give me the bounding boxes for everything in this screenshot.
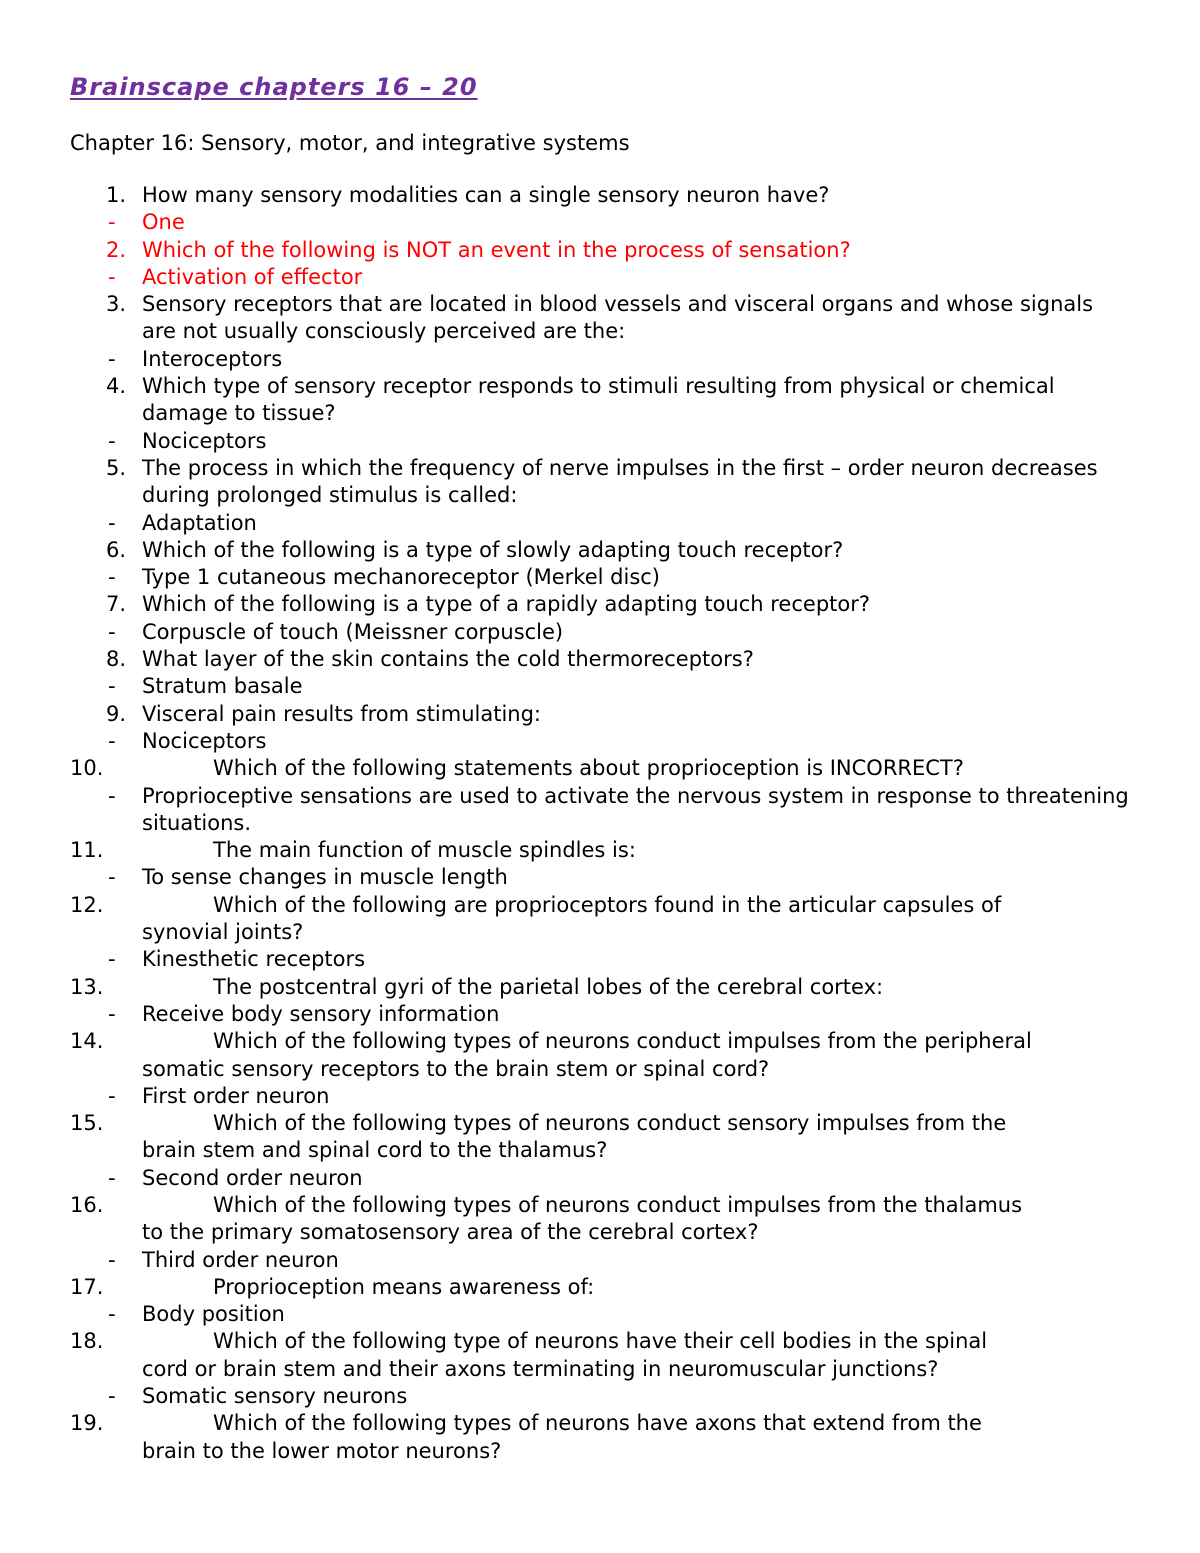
question-item bbox=[70, 1028, 1130, 1083]
chapter-heading: Chapter 16: Sensory, motor, and integrative systems bbox=[70, 131, 630, 155]
answer-item bbox=[70, 1001, 1130, 1028]
answer-bullet: - bbox=[108, 783, 116, 808]
question-number: 15. bbox=[70, 1111, 104, 1136]
question-number: 7. bbox=[106, 592, 127, 617]
answer-item bbox=[70, 673, 1130, 700]
question-number: 9. bbox=[106, 701, 127, 726]
answer-item bbox=[70, 1383, 1130, 1410]
question-item bbox=[70, 591, 1130, 618]
answer-item bbox=[70, 1165, 1130, 1192]
question-item bbox=[70, 837, 1130, 864]
question-text-continued: brain stem and spinal cord to the thalamus? bbox=[142, 1138, 608, 1163]
question-text: Which type of sensory receptor responds to stimuli resulting from physical or chemical damage to tissue? bbox=[142, 374, 1055, 426]
question-text: The process in which the frequency of nerve impulses in the first – order neuron decreases during prolonged stimulus is called: bbox=[142, 455, 1098, 508]
answer-item bbox=[70, 264, 1130, 291]
question-number: 17. bbox=[70, 1274, 104, 1299]
question-text: Which of the following type of neurons have their cell bodies in the spinal bbox=[213, 1329, 988, 1354]
question-number: 16. bbox=[70, 1192, 104, 1217]
document-title: Brainscape chapters 16 – 20 bbox=[70, 73, 478, 101]
question-text-continued: synovial joints? bbox=[142, 920, 304, 945]
answer-bullet: - bbox=[108, 210, 116, 235]
question-text: Sensory receptors that are located in blood vessels and visceral organs and whose signals are not usually consciously perceived are the: bbox=[142, 292, 1094, 344]
answer-item bbox=[70, 510, 1130, 537]
answer-bullet: - bbox=[108, 619, 116, 644]
question-item bbox=[70, 646, 1130, 673]
question-item bbox=[70, 455, 1130, 510]
answer-bullet: - bbox=[108, 1165, 116, 1190]
answer-text: Interoceptors bbox=[142, 346, 283, 371]
question-text: Which of the following is a type of a rapidly adapting touch receptor? bbox=[142, 592, 871, 617]
answer-text: One bbox=[142, 210, 185, 235]
question-number: 11. bbox=[70, 838, 104, 863]
answer-text: Kinesthetic receptors bbox=[142, 947, 366, 972]
question-number: 8. bbox=[106, 647, 127, 672]
question-number: 12. bbox=[70, 892, 104, 917]
question-text-continued: somatic sensory receptors to the brain stem or spinal cord? bbox=[142, 1056, 770, 1081]
answer-bullet: - bbox=[108, 1384, 116, 1409]
question-text: Which of the following is NOT an event in the process of sensation? bbox=[142, 237, 851, 262]
answer-bullet: - bbox=[108, 565, 116, 590]
answer-item bbox=[70, 619, 1130, 646]
answer-item bbox=[70, 728, 1130, 755]
answer-text: Somatic sensory neurons bbox=[142, 1384, 408, 1409]
answer-text: First order neuron bbox=[142, 1083, 330, 1108]
answer-item bbox=[70, 428, 1130, 455]
question-text: Which of the following are proprioceptors found in the articular capsules of bbox=[213, 892, 1002, 917]
question-item bbox=[70, 1328, 1130, 1383]
answer-bullet: - bbox=[108, 1247, 116, 1272]
question-number: 13. bbox=[70, 974, 104, 999]
question-text: Which of the following types of neurons conduct impulses from the thalamus bbox=[213, 1192, 1023, 1217]
answer-bullet: - bbox=[108, 674, 116, 699]
answer-bullet: - bbox=[108, 1083, 116, 1108]
answer-text: Nociceptors bbox=[142, 728, 267, 753]
question-number: 3. bbox=[106, 292, 127, 317]
answer-bullet: - bbox=[108, 865, 116, 890]
question-number: 1. bbox=[106, 183, 127, 207]
answer-text: To sense changes in muscle length bbox=[142, 865, 508, 890]
question-text: Which of the following types of neurons have axons that extend from the bbox=[213, 1411, 982, 1436]
question-item bbox=[70, 1410, 1130, 1465]
question-text: The postcentral gyri of the parietal lobes of the cerebral cortex: bbox=[213, 974, 884, 999]
question-text: Proprioception means awareness of: bbox=[213, 1274, 595, 1299]
answer-item bbox=[70, 346, 1130, 373]
question-item bbox=[70, 373, 1130, 428]
answer-text: Corpuscle of touch (Meissner corpuscle) bbox=[142, 619, 564, 644]
answer-bullet: - bbox=[108, 728, 116, 753]
question-number: 19. bbox=[70, 1411, 104, 1436]
answer-item bbox=[70, 1247, 1130, 1274]
question-text: How many sensory modalities can a single sensory neuron have? bbox=[142, 183, 830, 207]
question-text: Which of the following types of neurons conduct sensory impulses from the bbox=[213, 1111, 1007, 1136]
question-answer-list bbox=[70, 182, 1130, 1465]
question-item bbox=[70, 1274, 1130, 1301]
answer-item bbox=[70, 564, 1130, 591]
question-number: 6. bbox=[106, 537, 127, 562]
question-number: 18. bbox=[70, 1329, 104, 1354]
answer-text: Proprioceptive sensations are used to activate the nervous system in response to threatening situations. bbox=[142, 783, 1129, 835]
question-item bbox=[70, 537, 1130, 564]
question-item bbox=[70, 974, 1130, 1001]
question-number: 4. bbox=[106, 374, 127, 399]
answer-bullet: - bbox=[108, 1001, 116, 1026]
question-item bbox=[70, 237, 1130, 264]
answer-item bbox=[70, 209, 1130, 236]
question-number: 2. bbox=[106, 237, 127, 262]
answer-item bbox=[70, 783, 1130, 838]
answer-bullet: - bbox=[108, 346, 116, 371]
answer-bullet: - bbox=[108, 264, 116, 289]
question-text-continued: cord or brain stem and their axons terminating in neuromuscular junctions? bbox=[142, 1356, 939, 1381]
answer-text: Type 1 cutaneous mechanoreceptor (Merkel disc) bbox=[142, 565, 660, 590]
answer-bullet: - bbox=[108, 428, 116, 453]
answer-text: Body position bbox=[142, 1302, 285, 1327]
question-item bbox=[70, 892, 1130, 947]
answer-item bbox=[70, 864, 1130, 891]
question-item bbox=[70, 755, 1130, 782]
answer-text: Second order neuron bbox=[142, 1165, 363, 1190]
question-item bbox=[70, 182, 1130, 209]
question-text-continued: to the primary somatosensory area of the cerebral cortex? bbox=[142, 1220, 759, 1245]
question-number: 10. bbox=[70, 756, 104, 781]
answer-text: Activation of effector bbox=[142, 264, 363, 289]
answer-bullet: - bbox=[108, 947, 116, 972]
answer-text: Receive body sensory information bbox=[142, 1001, 500, 1026]
answer-item bbox=[70, 946, 1130, 973]
question-text: Which of the following is a type of slowly adapting touch receptor? bbox=[142, 537, 844, 562]
question-text: Which of the following types of neurons conduct impulses from the peripheral bbox=[213, 1029, 1032, 1054]
question-text-continued: brain to the lower motor neurons? bbox=[142, 1438, 502, 1463]
question-number: 5. bbox=[106, 455, 127, 480]
answer-text: Third order neuron bbox=[142, 1247, 339, 1272]
question-text: Visceral pain results from stimulating: bbox=[142, 701, 542, 726]
question-item bbox=[70, 1192, 1130, 1247]
answer-bullet: - bbox=[108, 1302, 116, 1327]
answer-text: Nociceptors bbox=[142, 428, 267, 453]
answer-text: Stratum basale bbox=[142, 674, 303, 699]
question-item bbox=[70, 291, 1130, 346]
question-item bbox=[70, 701, 1130, 728]
question-text: The main function of muscle spindles is: bbox=[213, 838, 636, 863]
answer-text: Adaptation bbox=[142, 510, 257, 535]
question-number: 14. bbox=[70, 1029, 104, 1054]
answer-bullet: - bbox=[108, 510, 116, 535]
answer-item bbox=[70, 1083, 1130, 1110]
question-text: Which of the following statements about proprioception is INCORRECT? bbox=[213, 756, 964, 781]
answer-item bbox=[70, 1301, 1130, 1328]
question-item bbox=[70, 1110, 1130, 1165]
question-text: What layer of the skin contains the cold thermoreceptors? bbox=[142, 647, 754, 672]
